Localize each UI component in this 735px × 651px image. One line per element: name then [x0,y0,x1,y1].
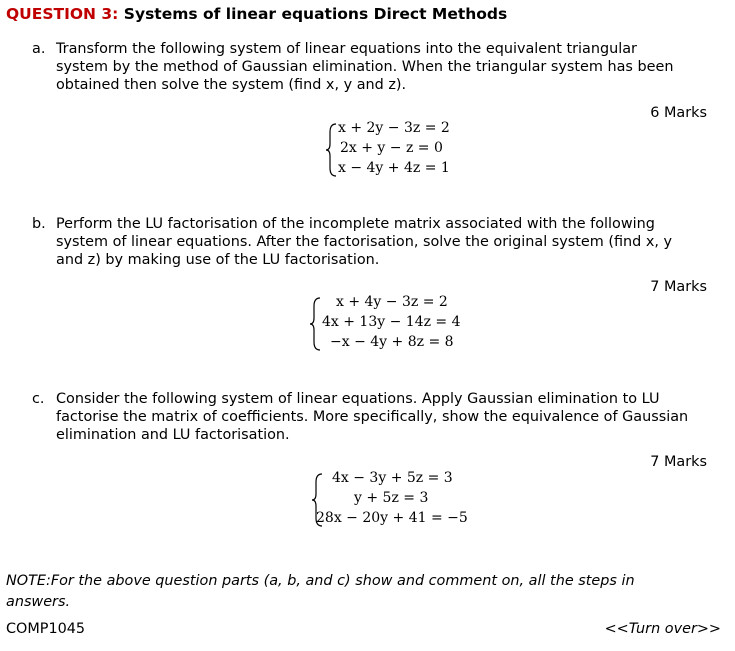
part-c-equation-1: 4x − 3y + 5z = 3 [332,470,453,486]
part-c-line-2: factorise the matrix of coefficients. More specifically, show the equivalence of Gaussian [56,409,689,425]
part-a-text [56,40,726,94]
part-b-equation-1: x + 4y − 3z = 2 [336,294,448,310]
part-a-equation-2: 2x + y − z = 0 [340,140,443,156]
part-a-equation-system [326,120,486,180]
part-b-equation-3: −x − 4y + 8z = 8 [330,334,454,350]
turn-over-label: <<Turn over>> [604,621,721,637]
part-c-equation-system [312,470,492,530]
left-brace-icon [310,296,322,352]
part-c-equation-2: y + 5z = 3 [354,490,429,506]
part-a-equation-3: x − 4y + 4z = 1 [338,160,450,176]
question-number: QUESTION 3: [6,5,119,23]
part-a-line-1: Transform the following system of linear equations into the equivalent triangular [56,41,637,57]
part-a-line-3: obtained then solve the system (find x, y and z). [56,77,407,93]
question-heading [6,5,507,23]
part-b-equation-2: 4x + 13y − 14z = 4 [322,314,461,330]
note-line-1: NOTE:For the above question parts (a, b, and c) show and comment on, all the steps in [6,573,635,589]
part-a-line-2: system by the method of Gaussian elimination. When the triangular system has been [56,59,674,75]
part-c-line-3: elimination and LU factorisation. [56,427,290,443]
part-b-line-1: Perform the LU factorisation of the incomplete matrix associated with the following [56,216,655,232]
part-b-equation-system [310,294,490,354]
course-code: COMP1045 [6,621,86,637]
part-c-equation-3: 28x − 20y + 41 = −5 [316,510,468,526]
left-brace-icon [326,122,338,178]
part-b-label: b. [32,216,46,232]
question-title: Systems of linear equations Direct Methods [123,5,508,23]
note-line-2: answers. [6,594,71,610]
part-c-line-1: Consider the following system of linear equations. Apply Gaussian elimination to LU [56,391,660,407]
part-c-text [56,390,726,444]
part-c-marks: 7 Marks [650,454,707,470]
part-b-text [56,215,726,269]
part-c-label: c. [32,391,45,407]
part-a-equation-1: x + 2y − 3z = 2 [338,120,450,136]
part-a-marks: 6 Marks [650,105,707,121]
part-b-line-3: and z) by making use of the LU factorisation. [56,252,380,268]
part-b-line-2: system of linear equations. After the factorisation, solve the original system (find x, y [56,234,673,250]
part-a-label: a. [32,41,46,57]
part-b-marks: 7 Marks [650,279,707,295]
note [6,571,728,613]
